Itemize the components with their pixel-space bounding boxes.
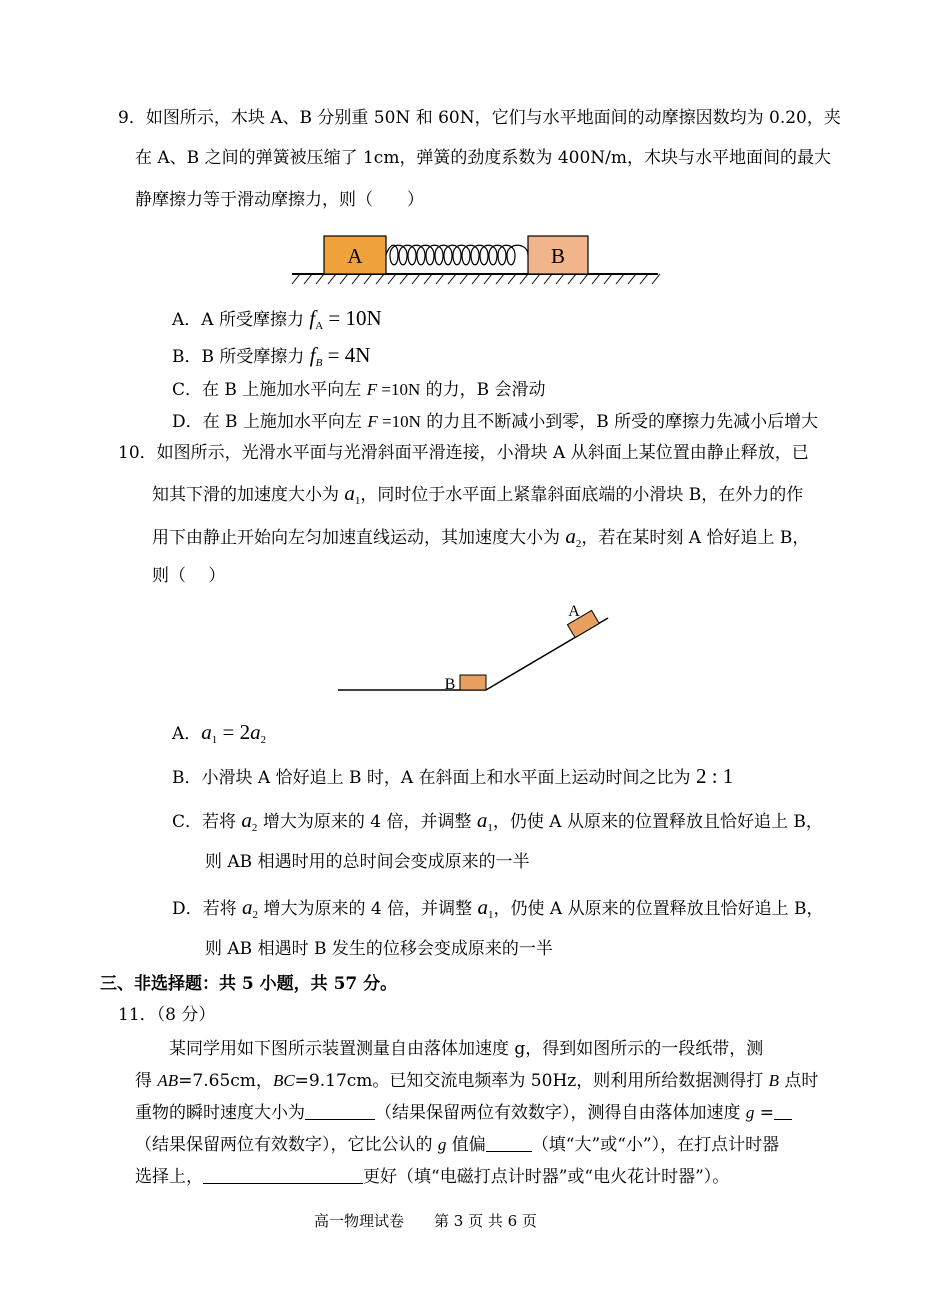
q11-heading: 11．（8 分）: [118, 1005, 216, 1025]
slider-a-label: A: [568, 603, 580, 620]
blank-timer-choice[interactable]: [203, 1167, 363, 1184]
block-a-label: A: [347, 244, 363, 268]
q9-option-b: B．B 所受摩擦力 $f_B = 4N$: [172, 343, 371, 369]
section-3-heading: 三、非选择题：共 5 小题，共 57 分。: [100, 974, 398, 994]
q10-option-c: C．若将 $a_2$ 增大为原来的 4 倍，并调整 $a_1$，仍使 A 从原来的位置释放且恰好追上 B，: [172, 808, 823, 834]
q10-option-a: A．$a_1 = 2a_2$: [172, 720, 267, 746]
q9-spring-figure: [290, 232, 662, 288]
q11-line-4: （结果保留两位有效数字），它比公认的 g 值偏 （填“大”或“小”），在打点计时器: [135, 1135, 780, 1155]
page-footer: 高一物理试卷 第 3 页 共 6 页: [314, 1212, 537, 1230]
q10-line-1: 10．如图所示，光滑水平面与光滑斜面平滑连接，小滑块 A 从斜面上某位置由静止释放，已: [118, 443, 809, 463]
q9-line-2: 在 A、B 之间的弹簧被压缩了 1cm，弹簧的劲度系数为 400N/m，木块与水平地面间的最大: [135, 148, 832, 168]
slider-b-label: B: [444, 676, 456, 693]
q10-line-3: 用下由静止开始向左匀加速直线运动，其加速度大小为 $a_2$，若在某时刻 A 恰好追上 B，: [152, 524, 810, 550]
blank-acceleration[interactable]: [774, 1103, 792, 1120]
q10-option-d: D．若将 $a_2$ 增大为原来的 4 倍，并调整 $a_1$，仍使 A 从原来的位置释放且恰好追上 B，: [172, 895, 824, 921]
q11-line-2: 得 AB=7.65cm，BC=9.17cm。已知交流电频率为 50Hz，则利用所给数据测得打 B 点时: [135, 1071, 819, 1091]
spring: [386, 245, 528, 265]
blank-velocity[interactable]: [305, 1103, 375, 1120]
q10-incline-figure: [336, 598, 612, 694]
q9-option-a: A．A 所受摩擦力 $f_A = 10N$: [172, 306, 382, 332]
q11-line-3: 重物的瞬时速度大小为 （结果保留两位有效数字），测得自由落体加速度 g =: [135, 1101, 792, 1125]
q11-line-1: 某同学用如下图所示装置测量自由落体加速度 g，得到如图所示的一段纸带，测: [169, 1039, 764, 1059]
q10-option-c-line-2: 则 AB 相遇时用的总时间会变成原来的一半: [205, 852, 530, 872]
q9-line-3: 静摩擦力等于滑动摩擦力，则（ ）: [135, 190, 424, 210]
q9-line-1: 9．如图所示，木块 A、B 分别重 50N 和 60N，它们与水平地面间的动摩擦因数均为 0.20，夹: [118, 108, 841, 128]
block-b-label: B: [550, 244, 566, 268]
slider-b: [460, 675, 486, 690]
q10-line-4: 则（ ）: [152, 566, 226, 586]
q9-option-c: C．在 B 上施加水平向左 F =10N 的力，B 会滑动: [172, 380, 546, 400]
q10-line-2: 知其下滑的加速度大小为 $a_1$，同时位于水平面上紧靠斜面底端的小滑块 B，在外力的作: [152, 481, 804, 507]
q9-option-d: D．在 B 上施加水平向左 F =10N 的力且不断减小到零，B 所受的摩擦力先减小后增大: [172, 412, 819, 432]
q10-option-d-line-2: 则 AB 相遇时 B 发生的位移会变成原来的一半: [205, 939, 553, 959]
q10-option-b: B．小滑块 A 恰好追上 B 时，A 在斜面上和水平面上运动时间之比为 2 : 1: [172, 764, 734, 788]
blank-comparison[interactable]: [486, 1135, 532, 1152]
q11-line-5: 选择上， 更好（填“电磁打点计时器”或“电火花计时器”）。: [135, 1167, 730, 1187]
